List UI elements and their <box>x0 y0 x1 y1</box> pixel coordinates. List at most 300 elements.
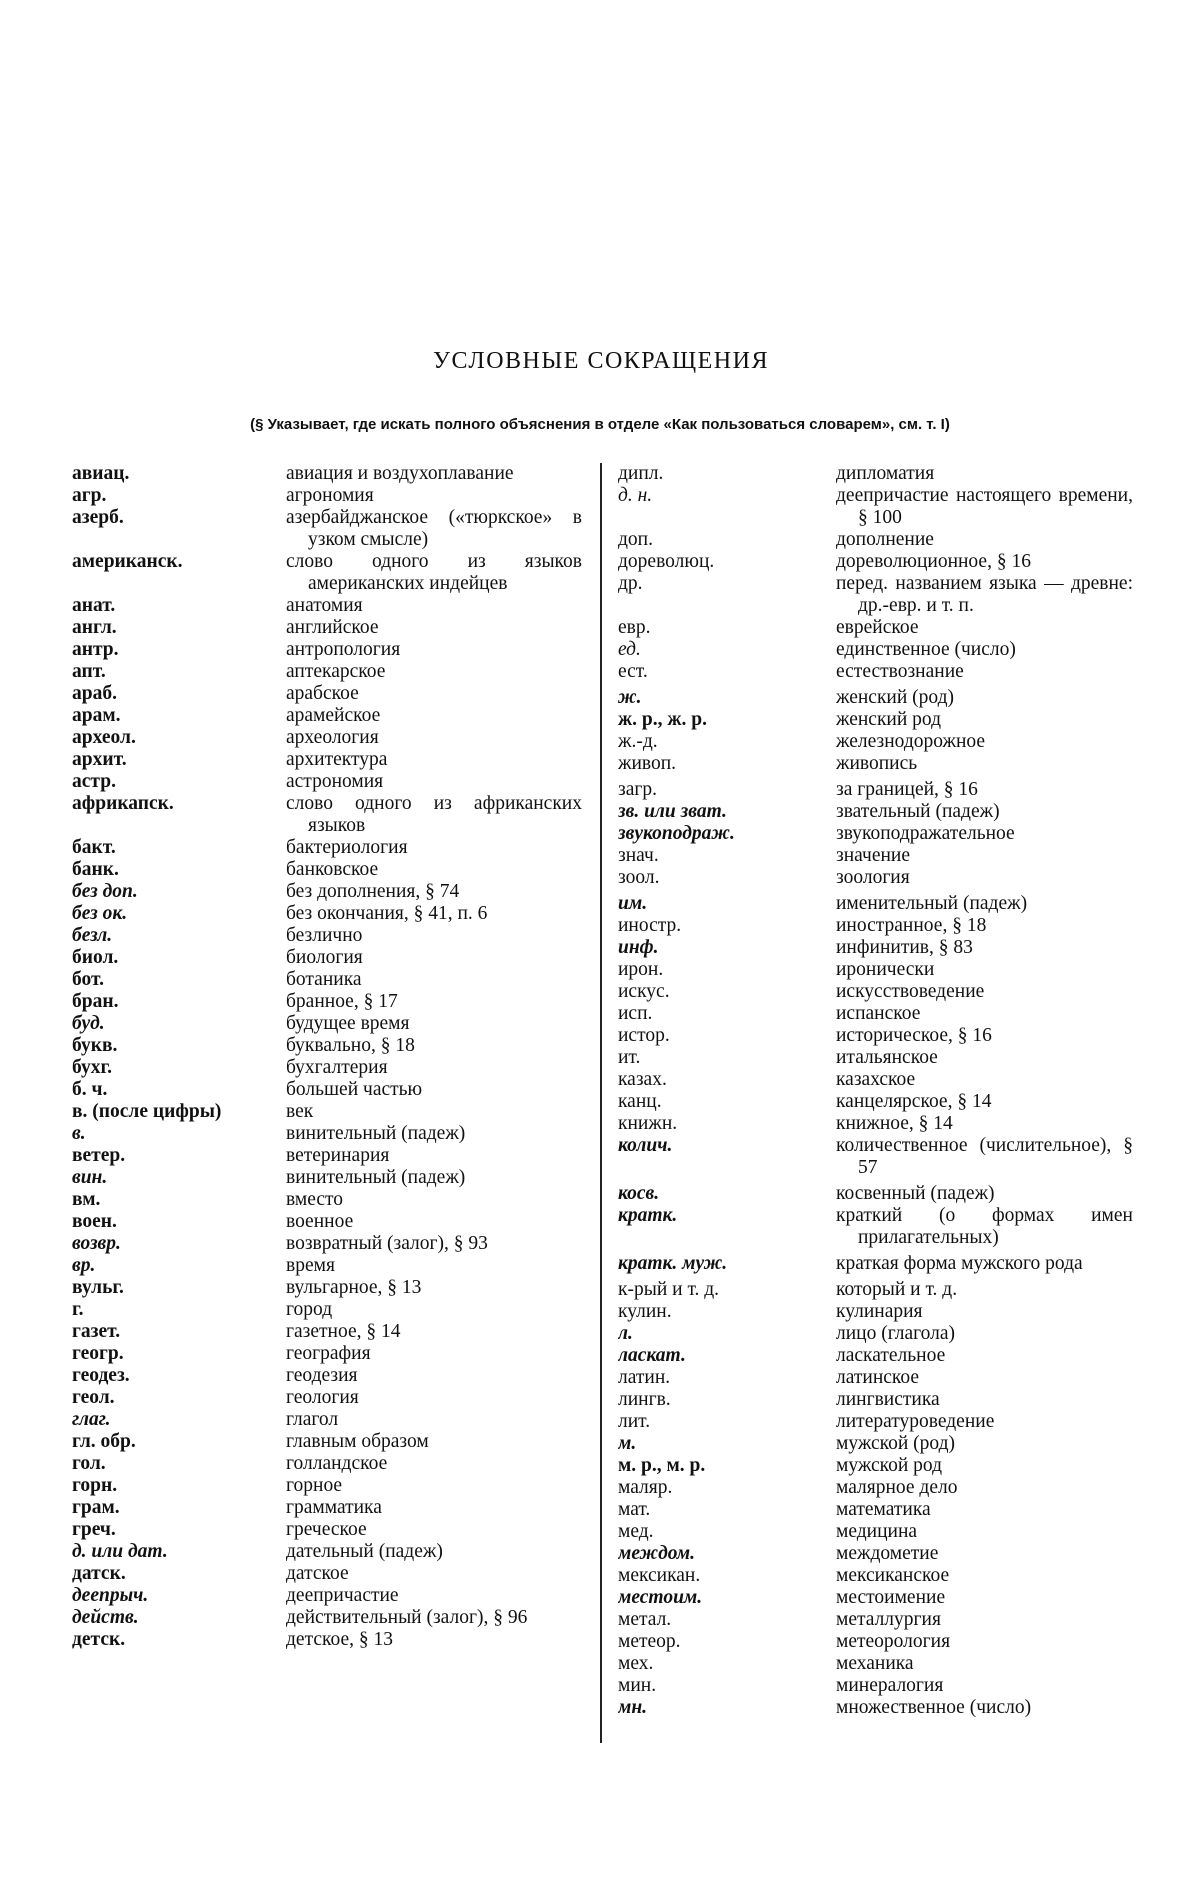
abbreviation-entry <box>72 1013 582 1035</box>
abbreviation: газет. <box>72 1321 121 1342</box>
abbreviation: астр. <box>72 771 116 792</box>
abbreviation-meaning: значение <box>836 845 911 866</box>
abbreviation: казах. <box>618 1069 667 1090</box>
abbreviation-entry <box>72 1541 582 1563</box>
abbreviation-entry <box>618 981 1133 1003</box>
abbreviation-entry <box>72 859 582 881</box>
abbreviation-meaning: география <box>286 1343 371 1364</box>
abbreviation-entry <box>618 1301 1133 1323</box>
abbreviation: местоим. <box>618 1587 703 1608</box>
abbreviation-meaning: историческое, § 16 <box>836 1025 992 1046</box>
abbreviation: им. <box>618 893 648 914</box>
abbreviation: мех. <box>618 1653 654 1674</box>
abbreviation-meaning: дипломатия <box>836 463 935 484</box>
abbreviation: мексикан. <box>618 1565 701 1586</box>
abbreviation-entry <box>72 1079 582 1101</box>
abbreviation-meaning: литературоведение <box>836 1411 995 1432</box>
abbreviation-entry <box>72 1453 582 1475</box>
abbreviation-meaning: косвенный (падеж) <box>836 1183 995 1204</box>
abbreviation-entry <box>72 1057 582 1079</box>
abbreviation: букв. <box>72 1035 118 1056</box>
abbreviation-entry <box>72 1299 582 1321</box>
abbreviation: без ок. <box>72 903 128 924</box>
abbreviation: геол. <box>72 1387 115 1408</box>
abbreviation-meaning: дательный (падеж) <box>286 1541 443 1562</box>
abbreviation-entry <box>618 1609 1133 1631</box>
abbreviation-entry <box>618 1631 1133 1653</box>
abbreviation-entry <box>72 507 582 551</box>
abbreviation-entry <box>618 551 1133 573</box>
abbreviation-entry <box>72 1035 582 1057</box>
abbreviation-entry <box>72 925 582 947</box>
abbreviation-entry <box>618 639 1133 661</box>
abbreviation-entry <box>72 837 582 859</box>
abbreviation-meaning: век <box>286 1101 314 1122</box>
abbreviation-meaning: вместо <box>286 1189 344 1210</box>
abbreviation-meaning: большей частью <box>286 1079 423 1100</box>
abbreviation-entry <box>618 1091 1133 1113</box>
abbreviation: л. <box>618 1323 633 1344</box>
abbreviation-meaning: искусствоведение <box>836 981 985 1002</box>
abbreviation: латин. <box>618 1367 671 1388</box>
abbreviation-entry <box>618 1697 1133 1719</box>
abbreviation-meaning: итальянское <box>836 1047 938 1068</box>
abbreviation-entry <box>72 771 582 793</box>
abbreviation-meaning: винительный (падеж) <box>286 1123 466 1144</box>
abbreviation-entry <box>72 969 582 991</box>
abbreviation: ветер. <box>72 1145 126 1166</box>
abbreviation-entry <box>72 1563 582 1585</box>
abbreviation-meaning: анатомия <box>286 595 363 616</box>
abbreviation-entry <box>618 779 1133 801</box>
abbreviation-meaning: метеорология <box>836 1631 951 1652</box>
abbreviation-entry <box>618 1367 1133 1389</box>
abbreviation: зоол. <box>618 867 660 888</box>
abbreviation-meaning: буквально, § 18 <box>286 1035 415 1056</box>
abbreviation-entry <box>72 1233 582 1255</box>
abbreviation-meaning: главным образом <box>286 1431 429 1452</box>
abbreviation-meaning: малярное дело <box>836 1477 958 1498</box>
abbreviation: вм. <box>72 1189 101 1210</box>
abbreviation-meaning: голландское <box>286 1453 388 1474</box>
abbreviation-entry <box>72 1431 582 1453</box>
abbreviation-meaning: винительный (падеж) <box>286 1167 466 1188</box>
page-subtitle: (§ Указывает, где искать полного объяснения в отделе «Как пользоваться словарем», см. т. I) <box>250 416 950 433</box>
abbreviation-meaning: за границей, § 16 <box>836 779 978 800</box>
abbreviation: мин. <box>618 1675 657 1696</box>
abbreviation: метеор. <box>618 1631 681 1652</box>
abbreviation-entry <box>618 485 1133 529</box>
abbreviation-entry <box>618 1025 1133 1047</box>
abbreviation-meaning: ласкательное <box>836 1345 946 1366</box>
abbreviation: агр. <box>72 485 107 506</box>
abbreviation-meaning: краткий (о формах имен прилагательных) <box>836 1205 1133 1248</box>
abbreviation-entry <box>618 1675 1133 1697</box>
abbreviation-meaning: иронически <box>836 959 935 980</box>
abbreviation: г. <box>72 1299 84 1320</box>
abbreviation-entry <box>618 1135 1133 1179</box>
abbreviation-entry <box>618 709 1133 731</box>
abbreviation: м. р., м. р. <box>618 1455 706 1476</box>
abbreviation: косв. <box>618 1183 660 1204</box>
abbreviation: д. н. <box>618 485 653 506</box>
abbreviation-entry <box>618 823 1133 845</box>
abbreviation: доп. <box>618 529 653 550</box>
abbreviation: гл. обр. <box>72 1431 136 1452</box>
abbreviation-meaning: кулинария <box>836 1301 923 1322</box>
abbreviation-entry <box>618 959 1133 981</box>
abbreviation-entry <box>72 705 582 727</box>
abbreviation-entry <box>72 1123 582 1145</box>
abbreviation-entry <box>72 1189 582 1211</box>
abbreviation: арам. <box>72 705 121 726</box>
abbreviation: книжн. <box>618 1113 678 1134</box>
abbreviation-entry <box>72 1519 582 1541</box>
abbreviation-meaning: дополнение <box>836 529 934 550</box>
abbreviation-meaning: междометие <box>836 1543 939 1564</box>
abbreviation-meaning: живопись <box>836 753 918 774</box>
abbreviation-entry <box>618 529 1133 551</box>
abbreviation-entry <box>618 1455 1133 1477</box>
abbreviation: д. или дат. <box>72 1541 168 1562</box>
abbreviation: воен. <box>72 1211 117 1232</box>
abbreviation-meaning: ботаника <box>286 969 362 990</box>
abbreviation: араб. <box>72 683 117 704</box>
abbreviation: др. <box>618 573 643 594</box>
abbreviation-entry <box>618 1279 1133 1301</box>
abbreviation-entry <box>618 617 1133 639</box>
abbreviation: кулин. <box>618 1301 672 1322</box>
abbreviation-entry <box>72 1607 582 1629</box>
abbreviation: маляр. <box>618 1477 673 1498</box>
abbreviation-meaning: бактериология <box>286 837 408 858</box>
abbreviation-meaning: глагол <box>286 1409 339 1430</box>
abbreviation-entry <box>618 1565 1133 1587</box>
abbreviation: азерб. <box>72 507 124 528</box>
abbreviation-entry <box>618 1183 1133 1205</box>
abbreviation: греч. <box>72 1519 116 1540</box>
abbreviation-entry <box>618 845 1133 867</box>
abbreviation: англ. <box>72 617 117 638</box>
abbreviation: возвр. <box>72 1233 121 1254</box>
abbreviation: мн. <box>618 1697 648 1718</box>
abbreviation-meaning: слово одного из африканских языков <box>286 793 582 836</box>
abbreviation: мат. <box>618 1499 651 1520</box>
abbreviation-entry <box>618 573 1133 617</box>
abbreviation-meaning: минералогия <box>836 1675 944 1696</box>
abbreviation: лит. <box>618 1411 651 1432</box>
abbreviation-meaning: мужской (род) <box>836 1433 955 1454</box>
abbreviation-meaning: авиация и воздухоплавание <box>286 463 514 484</box>
abbreviation-entry <box>72 749 582 771</box>
abbreviation-entry <box>72 1101 582 1123</box>
abbreviation-entry <box>72 463 582 485</box>
abbreviation-meaning: мужской род <box>836 1455 943 1476</box>
abbreviation: апт. <box>72 661 106 682</box>
abbreviation-entry <box>618 893 1133 915</box>
abbreviation-meaning: иностранное, § 18 <box>836 915 987 936</box>
abbreviation-meaning: вульгарное, § 13 <box>286 1277 422 1298</box>
abbreviation-entry <box>72 1409 582 1431</box>
abbreviation-meaning: медицина <box>836 1521 918 1542</box>
abbreviation-meaning: бранное, § 17 <box>286 991 398 1012</box>
abbreviation: горн. <box>72 1475 118 1496</box>
abbreviation-meaning: естествознание <box>836 661 964 682</box>
abbreviation-meaning: механика <box>836 1653 914 1674</box>
abbreviation-entry <box>618 1047 1133 1069</box>
abbreviation-entry <box>618 1205 1133 1249</box>
abbreviation-entry <box>72 551 582 595</box>
abbreviation-entry <box>618 937 1133 959</box>
abbreviation: авиац. <box>72 463 130 484</box>
abbreviation: исп. <box>618 1003 653 1024</box>
abbreviation-meaning: канцелярское, § 14 <box>836 1091 992 1112</box>
abbreviation-meaning: время <box>286 1255 335 1276</box>
abbreviation: кратк. муж. <box>618 1253 728 1274</box>
abbreviation-meaning: книжное, § 14 <box>836 1113 953 1134</box>
abbreviation: анат. <box>72 595 116 616</box>
abbreviation-meaning: металлургия <box>836 1609 941 1630</box>
abbreviation-entry <box>618 687 1133 709</box>
abbreviation-entry <box>618 1069 1133 1091</box>
page-title: УСЛОВНЫЕ СОКРАЩЕНИЯ <box>433 348 769 374</box>
abbreviation-meaning: военное <box>286 1211 354 1232</box>
abbreviation-meaning: газетное, § 14 <box>286 1321 401 1342</box>
abbreviation-meaning: грамматика <box>286 1497 382 1518</box>
abbreviation-entry <box>618 1345 1133 1367</box>
abbreviation-entry <box>618 1587 1133 1609</box>
abbreviation-meaning: банковское <box>286 859 379 880</box>
abbreviation-entry <box>72 1475 582 1497</box>
abbreviation: детск. <box>72 1629 126 1650</box>
abbreviation: американск. <box>72 551 183 572</box>
abbreviation-meaning: безлично <box>286 925 363 946</box>
abbreviation-entry <box>72 793 582 837</box>
abbreviation: вульг. <box>72 1277 124 1298</box>
abbreviation-meaning: азербайджанское («тюркское» в узком смысле) <box>286 507 582 550</box>
abbreviation-meaning: греческое <box>286 1519 367 1540</box>
abbreviation-meaning: датское <box>286 1563 349 1584</box>
abbreviation: ж. <box>618 687 642 708</box>
abbreviation: банк. <box>72 859 119 880</box>
abbreviation: датск. <box>72 1563 126 1584</box>
abbreviation: истор. <box>618 1025 670 1046</box>
abbreviation: колич. <box>618 1135 673 1156</box>
abbreviation: археол. <box>72 727 136 748</box>
abbreviation-entry <box>72 1497 582 1519</box>
abbreviation: бран. <box>72 991 119 1012</box>
column-divider <box>600 463 602 1743</box>
abbreviation-entry <box>72 485 582 507</box>
abbreviation: гол. <box>72 1453 106 1474</box>
abbreviation-meaning: латинское <box>836 1367 920 1388</box>
abbreviation-entry <box>72 1365 582 1387</box>
abbreviation: звукоподраж. <box>618 823 735 844</box>
abbreviation: буд. <box>72 1013 105 1034</box>
abbreviation-entry <box>72 1629 582 1651</box>
abbreviation-entry <box>618 1003 1133 1025</box>
abbreviation-meaning: без дополнения, § 74 <box>286 881 460 902</box>
abbreviation-entry <box>618 915 1133 937</box>
abbreviation-entry <box>72 1255 582 1277</box>
abbreviation-meaning: деепричастие настоящего времени, § 100 <box>836 485 1133 528</box>
abbreviation-meaning: город <box>286 1299 333 1320</box>
abbreviation-entry <box>72 683 582 705</box>
abbreviation-entry <box>72 617 582 639</box>
abbreviation-meaning: звательный (падеж) <box>836 801 1000 822</box>
abbreviation: к-рый и т. д. <box>618 1279 720 1300</box>
abbreviation-entry <box>72 903 582 925</box>
abbreviation-entry <box>72 1387 582 1409</box>
abbreviation: вин. <box>72 1167 108 1188</box>
abbreviation: загр. <box>618 779 657 800</box>
abbreviation: ед. <box>618 639 641 660</box>
abbreviation-meaning: английское <box>286 617 379 638</box>
abbreviation-entry <box>618 1411 1133 1433</box>
abbreviation-entry <box>72 1211 582 1233</box>
abbreviation-meaning: инфинитив, § 83 <box>836 937 973 958</box>
abbreviation: живоп. <box>618 753 677 774</box>
abbreviation-entry <box>618 1113 1133 1135</box>
abbreviation-meaning: геодезия <box>286 1365 358 1386</box>
abbreviation-meaning: будущее время <box>286 1013 410 1034</box>
abbreviation: м. <box>618 1433 637 1454</box>
abbreviation-meaning: действительный (залог), § 96 <box>286 1607 528 1628</box>
abbreviation: в. (после цифры) <box>72 1101 222 1122</box>
abbreviation: канц. <box>618 1091 662 1112</box>
abbreviation: метал. <box>618 1609 672 1630</box>
abbreviation-meaning: испанское <box>836 1003 921 1024</box>
abbreviation: безл. <box>72 925 113 946</box>
abbreviation-entry <box>618 1323 1133 1345</box>
abbreviation-entry <box>618 1543 1133 1565</box>
abbreviation-meaning: еврейское <box>836 617 919 638</box>
abbreviation: ест. <box>618 661 648 682</box>
abbreviation: деепрыч. <box>72 1585 149 1606</box>
abbreviation-entry <box>72 661 582 683</box>
abbreviation-meaning: местоимение <box>836 1587 946 1608</box>
abbreviation-meaning: математика <box>836 1499 931 1520</box>
abbreviation-entry <box>72 1585 582 1607</box>
abbreviation-meaning: геология <box>286 1387 359 1408</box>
abbreviation: ласкат. <box>618 1345 686 1366</box>
abbreviation: действ. <box>72 1607 139 1628</box>
abbreviation-meaning: деепричастие <box>286 1585 399 1606</box>
abbreviation-entry <box>618 1521 1133 1543</box>
abbreviation: б. ч. <box>72 1079 108 1100</box>
abbreviation-meaning: дореволюционное, § 16 <box>836 551 1031 572</box>
abbreviation: ит. <box>618 1047 641 1068</box>
abbreviation-entry <box>618 1253 1133 1275</box>
abbreviation: бакт. <box>72 837 116 858</box>
abbreviation-meaning: антропология <box>286 639 401 660</box>
abbreviation-entry <box>618 1433 1133 1455</box>
abbreviation-meaning: краткая форма мужского рода <box>836 1253 1083 1274</box>
abbreviation-meaning: количественное (числительное), § 57 <box>836 1135 1133 1178</box>
abbreviation: бот. <box>72 969 104 990</box>
abbreviation-entry <box>618 1653 1133 1675</box>
abbreviation-entry <box>618 1499 1133 1521</box>
abbreviation: вр. <box>72 1255 96 1276</box>
abbreviation: дипл. <box>618 463 664 484</box>
abbreviation: евр. <box>618 617 651 638</box>
right-column <box>618 463 1133 1719</box>
abbreviation: антр. <box>72 639 119 660</box>
abbreviation: без доп. <box>72 881 138 902</box>
abbreviation-meaning: аптекарское <box>286 661 386 682</box>
abbreviation: бухг. <box>72 1057 113 1078</box>
abbreviation-meaning: именительный (падеж) <box>836 893 1028 914</box>
abbreviation: глаг. <box>72 1409 111 1430</box>
abbreviation-entry <box>72 595 582 617</box>
abbreviation-entry <box>72 1167 582 1189</box>
abbreviation-meaning: казахское <box>836 1069 916 1090</box>
abbreviation-meaning: архитектура <box>286 749 388 770</box>
abbreviation: междом. <box>618 1543 696 1564</box>
abbreviation-meaning: возвратный (залог), § 93 <box>286 1233 488 1254</box>
abbreviation-meaning: мексиканское <box>836 1565 950 1586</box>
abbreviation: ж.-д. <box>618 731 658 752</box>
abbreviation-entry <box>72 881 582 903</box>
abbreviation-meaning: бухгалтерия <box>286 1057 388 1078</box>
abbreviation: мед. <box>618 1521 654 1542</box>
abbreviation-meaning: без окончания, § 41, п. 6 <box>286 903 488 924</box>
abbreviation-meaning: горное <box>286 1475 343 1496</box>
abbreviation-meaning: единственное (число) <box>836 639 1016 660</box>
abbreviation: лингв. <box>618 1389 671 1410</box>
abbreviation-entry <box>618 753 1133 775</box>
abbreviation: геогр. <box>72 1343 124 1364</box>
abbreviation-meaning: арабское <box>286 683 359 704</box>
abbreviation-entry <box>72 1277 582 1299</box>
abbreviation-meaning: агрономия <box>286 485 374 506</box>
abbreviation-meaning: который и т. д. <box>836 1279 958 1300</box>
abbreviation-meaning: железнодорожное <box>836 731 986 752</box>
abbreviation: инф. <box>618 937 659 958</box>
abbreviation-entry <box>72 1321 582 1343</box>
abbreviation: знач. <box>618 845 659 866</box>
abbreviation-meaning: звукоподражательное <box>836 823 1015 844</box>
abbreviation-entry <box>72 639 582 661</box>
abbreviation-entry <box>72 947 582 969</box>
abbreviation: грам. <box>72 1497 120 1518</box>
abbreviation-meaning: множественное (число) <box>836 1697 1032 1718</box>
abbreviation: в. <box>72 1123 86 1144</box>
abbreviation-meaning: ветеринария <box>286 1145 390 1166</box>
abbreviation-meaning: перед. названием языка — древне: др.-евр. и т. п. <box>836 573 1133 616</box>
abbreviation-meaning: археология <box>286 727 379 748</box>
abbreviation-meaning: лингвистика <box>836 1389 940 1410</box>
abbreviation-entry <box>72 727 582 749</box>
abbreviation-meaning: арамейское <box>286 705 381 726</box>
abbreviation: кратк. <box>618 1205 678 1226</box>
abbreviation: ж. р., ж. р. <box>618 709 707 730</box>
abbreviation-entry <box>618 801 1133 823</box>
abbreviation: иностр. <box>618 915 682 936</box>
abbreviation-meaning: женский (род) <box>836 687 955 708</box>
abbreviation-entry <box>618 731 1133 753</box>
abbreviation: архит. <box>72 749 127 770</box>
abbreviation-entry <box>618 1477 1133 1499</box>
abbreviation-meaning: детское, § 13 <box>286 1629 393 1650</box>
abbreviation: искус. <box>618 981 670 1002</box>
abbreviation: африкапск. <box>72 793 174 814</box>
abbreviation-meaning: зоология <box>836 867 910 888</box>
left-column <box>72 463 582 1651</box>
abbreviation-meaning: биология <box>286 947 363 968</box>
abbreviation-meaning: лицо (глагола) <box>836 1323 955 1344</box>
abbreviation: биол. <box>72 947 119 968</box>
